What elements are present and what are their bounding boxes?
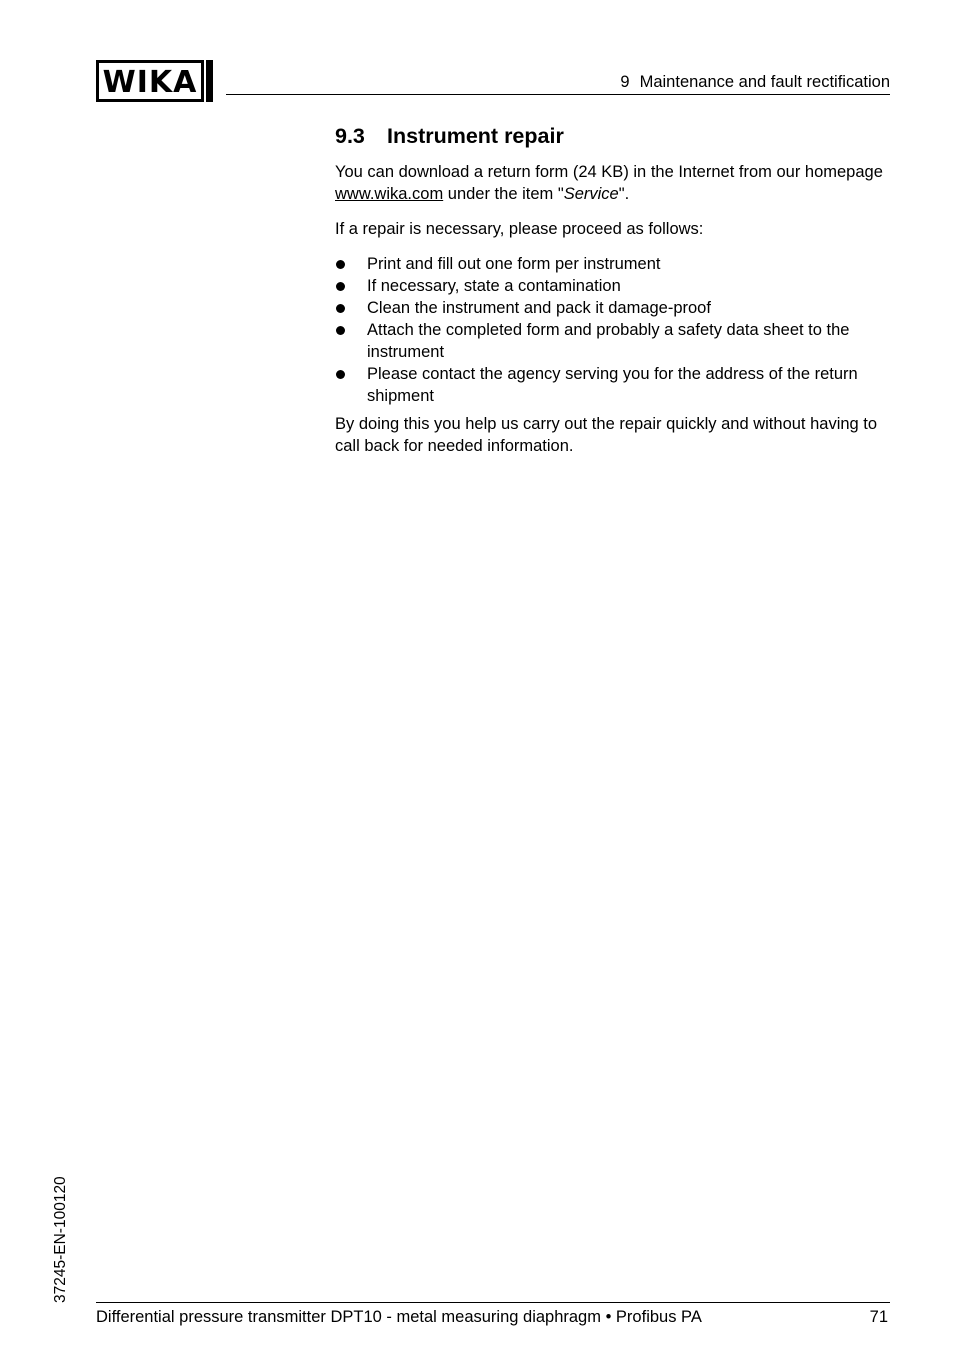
page-number: 71 [869, 1308, 888, 1326]
list-item [335, 363, 895, 407]
section-number: 9.3 [335, 124, 365, 148]
repair-steps-list [335, 253, 895, 407]
wika-logo-text: WIKA [102, 65, 198, 100]
list-item [335, 253, 895, 275]
chapter-number: 9 [620, 73, 630, 91]
bullet-icon [336, 260, 345, 269]
bullet-icon [336, 326, 345, 335]
footer-title: Differential pressure transmitter DPT10 - metal measuring diaphragm • Profibus PA [96, 1308, 702, 1326]
bullet-icon [336, 282, 345, 291]
list-item-text: If necessary, state a contamination [367, 277, 621, 295]
list-item [335, 275, 895, 297]
lead-in-paragraph: If a repair is necessary, please proceed as follows: [335, 220, 704, 238]
list-item [335, 319, 895, 363]
section-title: Instrument repair [387, 124, 564, 148]
intro-paragraph [335, 161, 895, 205]
list-item-text: Print and fill out one form per instrument [367, 255, 661, 273]
list-item-text: Clean the instrument and pack it damage-proof [367, 299, 711, 317]
list-item-text: Attach the completed form and probably a safety data sheet to the instrument [367, 321, 850, 361]
wika-logo [96, 60, 213, 102]
bullet-icon [336, 370, 345, 379]
main-content [335, 122, 895, 470]
bullet-icon [336, 304, 345, 313]
chapter-title: Maintenance and fault rectification [639, 73, 890, 91]
header-rule [226, 94, 890, 95]
intro-text-2: under the item " [443, 185, 564, 203]
wika-website-link[interactable]: www.wika.com [335, 185, 444, 203]
list-item-text: Please contact the agency serving you for the address of the return shipment [367, 365, 858, 405]
section-heading [335, 122, 895, 150]
closing-paragraph: By doing this you help us carry out the repair quickly and without having to call back for needed information. [335, 415, 878, 455]
running-header [620, 72, 890, 92]
intro-text-3: ". [618, 185, 630, 203]
intro-text: You can download a return form (24 KB) in the Internet from our homepage [335, 163, 883, 181]
service-item-label: Service [563, 185, 619, 203]
document-code: 37245-EN-100120 [52, 1176, 69, 1303]
list-item [335, 297, 895, 319]
footer-rule [96, 1302, 890, 1303]
